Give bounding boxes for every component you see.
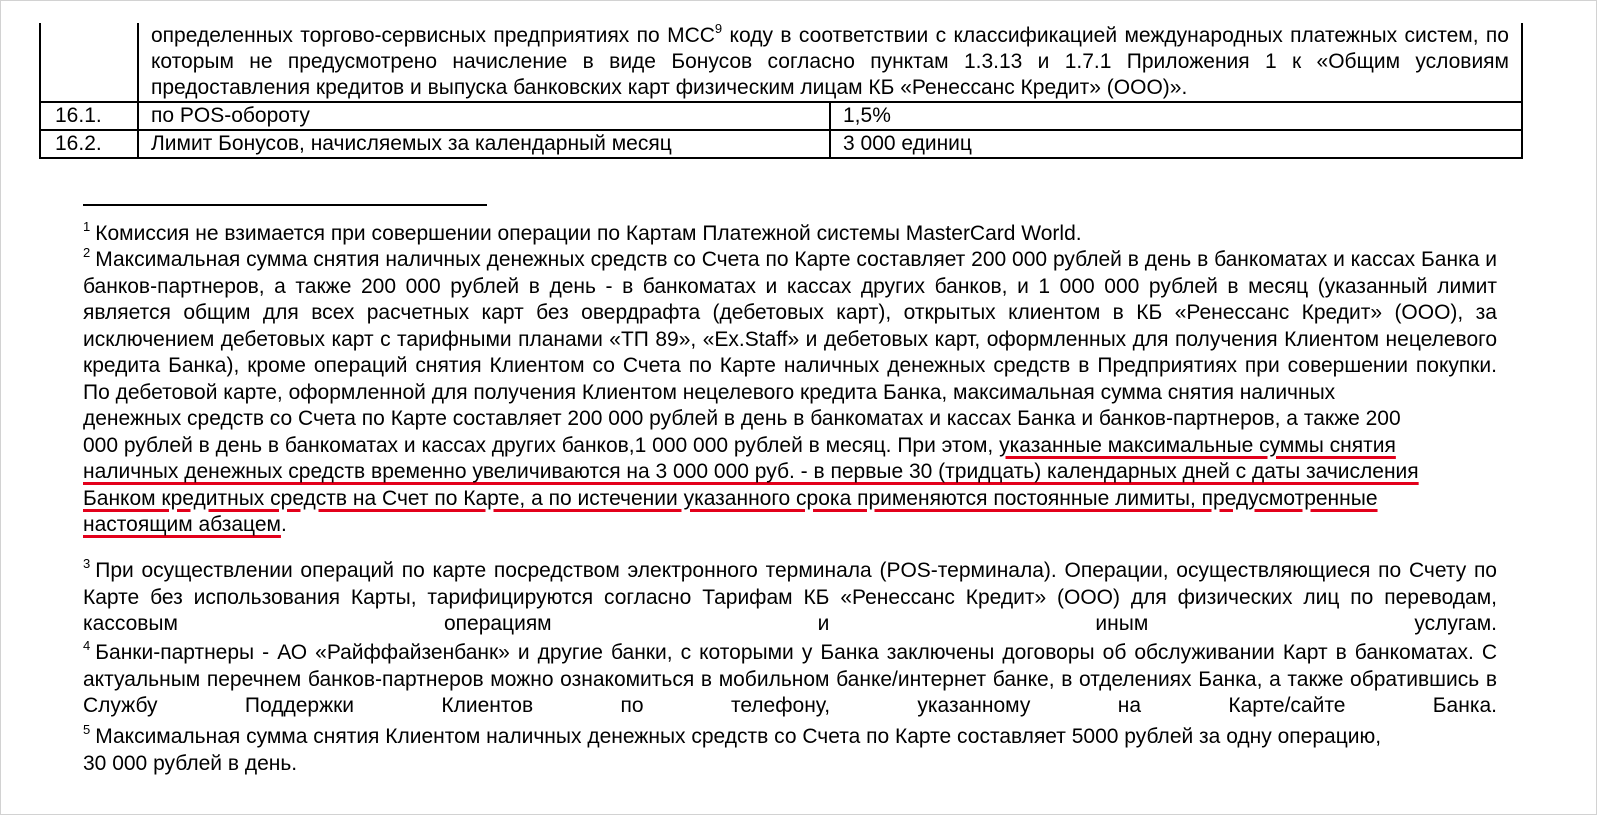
row-number: 16.1.	[40, 102, 138, 130]
footnote-5	[83, 724, 1497, 777]
footnote-2-para-2-line: По дебетовой карте, оформленной для получения Клиентом нецелевого кредита Банка, максимальная сумма снятия наличных	[83, 380, 1336, 404]
footnote-text: 30 000 рублей в день.	[83, 751, 298, 775]
footnote-mark: 1	[83, 219, 91, 234]
footnote-mark: 3	[83, 556, 91, 571]
table-row	[40, 130, 1522, 158]
highlighted-text: настоящим абзацем	[83, 513, 281, 536]
highlighted-text: наличных денежных средств временно увеличиваются на 3 000 000 руб. - в первые 30 (тридцать) календарных дней с даты зачисления	[83, 460, 1419, 483]
row-name: по POS-обороту	[138, 102, 830, 130]
footnote-2-para-2-line	[83, 433, 1497, 460]
table-cell-num	[40, 23, 138, 102]
row-value: 3 000 единиц	[830, 130, 1522, 158]
footnote-text: Банки-партнеры - АО «Райффайзенбанк» и другие банки, с которыми у Банка заключены договоры об обслуживании Карт в банкоматах. С актуальным перечнем банков-партнеров можно ознакомиться в мобильном банке/интернет банке, в отделениях Банка, а также обратившись в Службу Поддержки Клиентов по телефону, указанному на Карте/сайте Банка.	[83, 641, 1497, 717]
footnote-2-para-1	[83, 247, 1497, 380]
highlighted-text: Банком кредитных средств на Счет по Карте, а по истечении указанного срока применяются постоянные лимиты, предусмотренные	[83, 486, 1378, 510]
table-cell-continuation	[138, 23, 1522, 102]
footnote-2	[83, 247, 1497, 539]
footnote-2-para-2-line	[83, 512, 1497, 539]
continuation-text-2: коду в соответствии с классификацией международных платежных систем, по которым не предусмотрено начисление в виде Бонусов согласно пунктам 1.3.13 и 1.7.1 Приложения 1 к «Общим условиям предоставления кредитов и выпуска банковских карт физическим лицам КБ «Ренессанс Кредит» (ООО)».	[151, 24, 1509, 99]
footnote-text: Максимальная сумма снятия наличных денежных средств со Счета по Карте составляет 200 000 рублей в день в банкоматах и кассах Банка и банков-партнеров, а также 200 000 рублей в день - в банкоматах и кассах других банков, и 1 000 000 рублей в месяц (указанный лимит является общим для всех расчетных карт без овердрафта (дебетовых карт), открытых клиентом в КБ «Ренессанс Кредит» (ООО), за исключением дебетовых карт с тарифными планами «ТП 89», «Ex.Staff» и дебетовых карт, оформленных для получения Клиентом нецелевого кредита Банка), кроме операций снятия Клиентом со Счета по Карте наличных денежных средств в Предприятиях при совершении покупки.	[83, 248, 1497, 377]
footnote-3	[83, 558, 1497, 638]
footnote-text: Комиссия не взимается при совершении операции по Картам Платежной системы MasterCard World.	[95, 222, 1082, 245]
table-row	[40, 23, 1522, 102]
footnote-mark: 2	[83, 245, 91, 260]
plain-text: .	[280, 513, 287, 536]
footnote-2-para-2-line: денежных средств со Счета по Карте составляет 200 000 рублей в день в банкоматах и кассах Банка и банков-партнеров, а также 200	[83, 407, 1401, 430]
footnote-mark: 5	[83, 722, 91, 737]
footnote-ref: 9	[714, 21, 723, 36]
footnote-text: Максимальная сумма снятия Клиентом наличных денежных средств со Счета по Карте составляет 5000 рублей за одну операцию,	[95, 725, 1382, 748]
footnote-4	[83, 640, 1497, 720]
row-value: 1,5%	[830, 102, 1522, 130]
continuation-text: определенных торгово-сервисных предприятиях по MCC	[151, 24, 715, 47]
footnote-mark: 4	[83, 638, 91, 653]
tariff-table	[39, 23, 1523, 159]
highlighted-text: указанные максимальные суммы снятия	[999, 433, 1396, 457]
footnote-text: При осуществлении операций по карте посредством электронного терминала (POS-терминала). Операции, осуществляющиеся по Счету по Карте без использования Карты, тарифицируются согласно Тарифам КБ «Ренессанс Кредит» (ООО) для физических лиц по переводам, кассовым операциям и иным услугам.	[83, 559, 1497, 635]
row-name: Лимит Бонусов, начисляемых за календарный месяц	[138, 130, 830, 158]
footnote-separator	[83, 204, 487, 206]
plain-text: 000 рублей в день в банкоматах и кассах других банков,1 000 000 рублей в месяц. При этом,	[83, 433, 1000, 457]
row-number: 16.2.	[40, 130, 138, 158]
footnote-2-para-2-line	[83, 459, 1497, 486]
table-row	[40, 102, 1522, 130]
footnote-1	[83, 221, 1497, 248]
footnote-2-para-2-line	[83, 486, 1497, 513]
